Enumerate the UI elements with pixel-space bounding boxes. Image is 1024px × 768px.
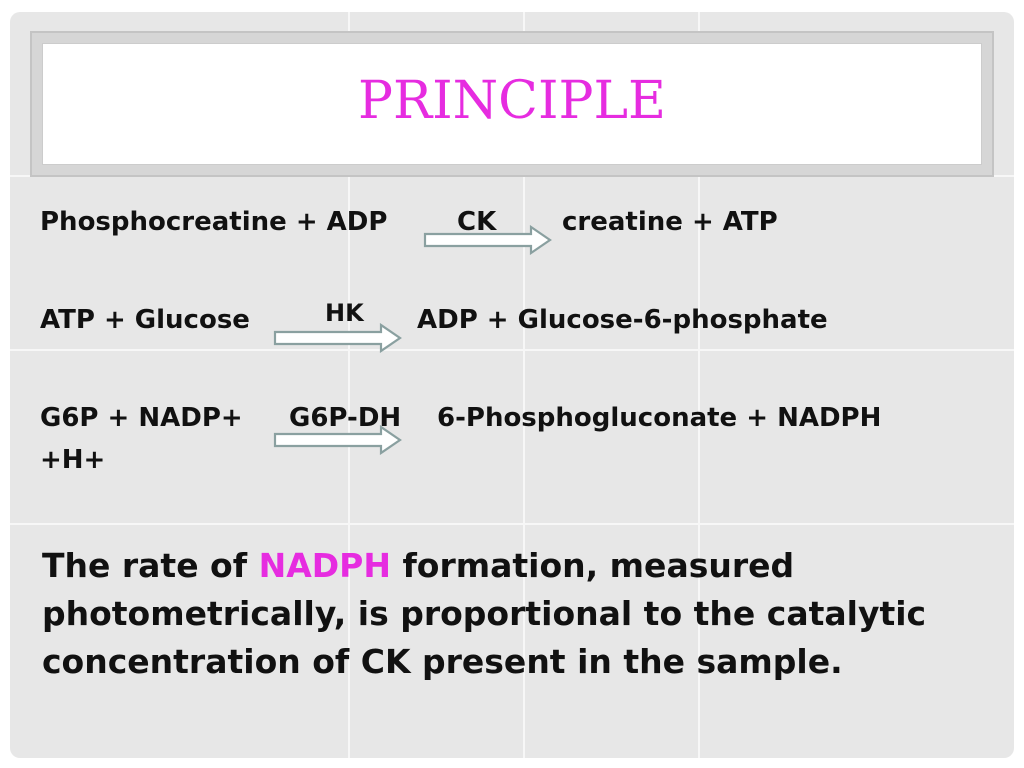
grid-line [10,523,1014,525]
conclusion-paragraph [42,542,982,686]
equation-3-continuation: +H+ [40,445,106,475]
equation-3-reactants: G6P + NADP+ [40,403,243,433]
reaction-arrow-icon [273,425,403,455]
title-frame [30,31,994,177]
equation-1-enzyme: CK [457,207,497,237]
conclusion-text-end: formation, measured photometrically, is proportional to the catalytic concentration of CK present in the sample. [42,546,927,681]
slide [10,12,1014,758]
conclusion-highlight: NADPH [258,546,391,585]
reaction-arrow-icon [423,225,553,255]
page-title: PRINCIPLE [358,71,666,131]
equation-2-enzyme: HK [325,299,364,327]
equation-3-enzyme: G6P-DH [289,403,402,433]
equation-2-reactants: ATP + Glucose [40,305,250,335]
title-box [42,43,982,165]
equation-1-reactants: Phosphocreatine + ADP [40,207,388,237]
equation-3-products: 6-Phosphogluconate + NADPH [437,403,882,433]
conclusion-text-start: The rate of [42,546,259,585]
grid-line [10,349,1014,351]
equation-1-products: creatine + ATP [562,207,778,237]
equation-2-products: ADP + Glucose-6-phosphate [417,305,828,335]
reaction-arrow-icon [273,323,403,353]
